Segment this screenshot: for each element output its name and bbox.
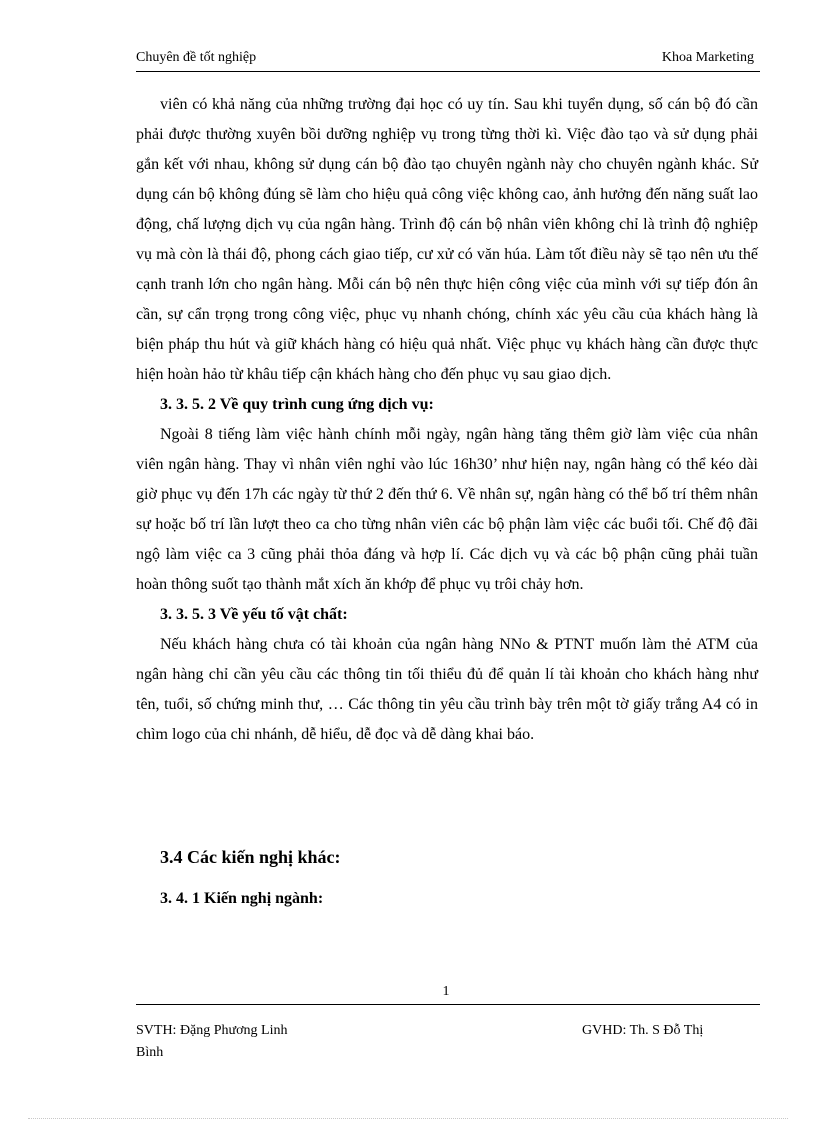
heading-3353: 3. 3. 5. 3 Về yếu tố vật chất: [160,606,348,623]
document-body [136,90,758,750]
paragraph-staff-training: viên có khả năng của những trường đại học có uy tín. Sau khi tuyển dụng, số cán bộ đó cần phải được thường xuyên bồi dưỡng nghiệp vụ trong từng thời kì. Việc đào tạo và sử dụng phải gắn kết với nhau, không sử dụng cán bộ đào tạo chuyên ngành này cho chuyên ngành khác. Sử dụng cán bộ không đúng sẽ làm cho hiệu quả công việc không cao, ảnh hưởng đến năng suất lao động, chấ lượng dịch vụ của ngân hàng. Trình độ cán bộ nhân viên không chỉ là trình độ nghiệp vụ mà còn là thái độ, phong cách giao tiếp, cư xử có văn húa. Làm tốt điều này sẽ tạo nên ưu thế cạnh tranh lớn cho ngân hàng. Mỗi cán bộ nên thực hiện công việc của mình với sự tiếp đón ân cần, sự cẩn trọng trong công việc, phục vụ nhanh chóng, chính xác yêu cầu của khách hàng là biện pháp thu hút và giữ khách hàng có hiệu quả nhất. Việc phục vụ khách hàng cần được thực hiện hoàn hảo từ khâu tiếp cận khách hàng cho đến phục vụ sau giao dịch. [136,96,758,383]
footer-divider [136,1004,760,1005]
paragraph-physical-factors: Nếu khách hàng chưa có tài khoản của ngân hàng NNo & PTNT muốn làm thẻ ATM của ngân hàng chỉ cần yêu cầu các thông tin tối thiểu đủ để quản lí tài khoản cho khách hàng như tên, tuổi, số chứng minh thư, … Các thông tin yêu cầu trình bày trên một tờ giấy trắng A4 có in chìm logo của chi nhánh, dễ hiểu, dễ đọc và dễ dàng khai báo. [136,636,758,743]
heading-341: 3. 4. 1 Kiến nghị ngành: [160,890,324,907]
header-divider [136,71,760,72]
paragraph-service-process: Ngoài 8 tiếng làm việc hành chính mỗi ngày, ngân hàng tăng thêm giờ làm việc của nhân viên ngân hàng. Thay vì nhân viên nghỉ vào lúc 16h30’ như hiện nay, ngân hàng có thể kéo dài giờ phục vụ đến 17h các ngày từ thứ 2 đến thứ 6. Về nhân sự, ngân hàng có thể bố trí thêm nhân sự hoặc bố trí lần lượt theo ca cho từng nhân viên các bộ phận làm việc các buổi tối. Chế độ đãi ngộ làm việc ca 3 cũng phải thỏa đáng và hợp lí. Các dịch vụ và các bộ phận cũng phải tuần hoàn thông suốt tạo thành mắt xích ăn khớp để phục vụ trôi chảy hơn. [136,426,758,593]
header-title-right: Khoa Marketing [661,50,754,65]
page-header [136,50,754,70]
header-title-left: Chuyên đề tốt nghiệp [136,50,257,65]
footer-supervisor: GVHD: Th. S Đỗ Thị [582,1023,704,1038]
footer-supervisor-continued: Bình [136,1045,164,1060]
page-number: 1 [442,984,450,999]
heading-34: 3.4 Các kiến nghị khác: [160,847,341,867]
footer-student: SVTH: Đặng Phương Linh [136,1023,288,1038]
heading-3352: 3. 3. 5. 2 Về quy trình cung ứng dịch vụ: [160,396,434,413]
page-bottom-edge [28,1118,788,1119]
